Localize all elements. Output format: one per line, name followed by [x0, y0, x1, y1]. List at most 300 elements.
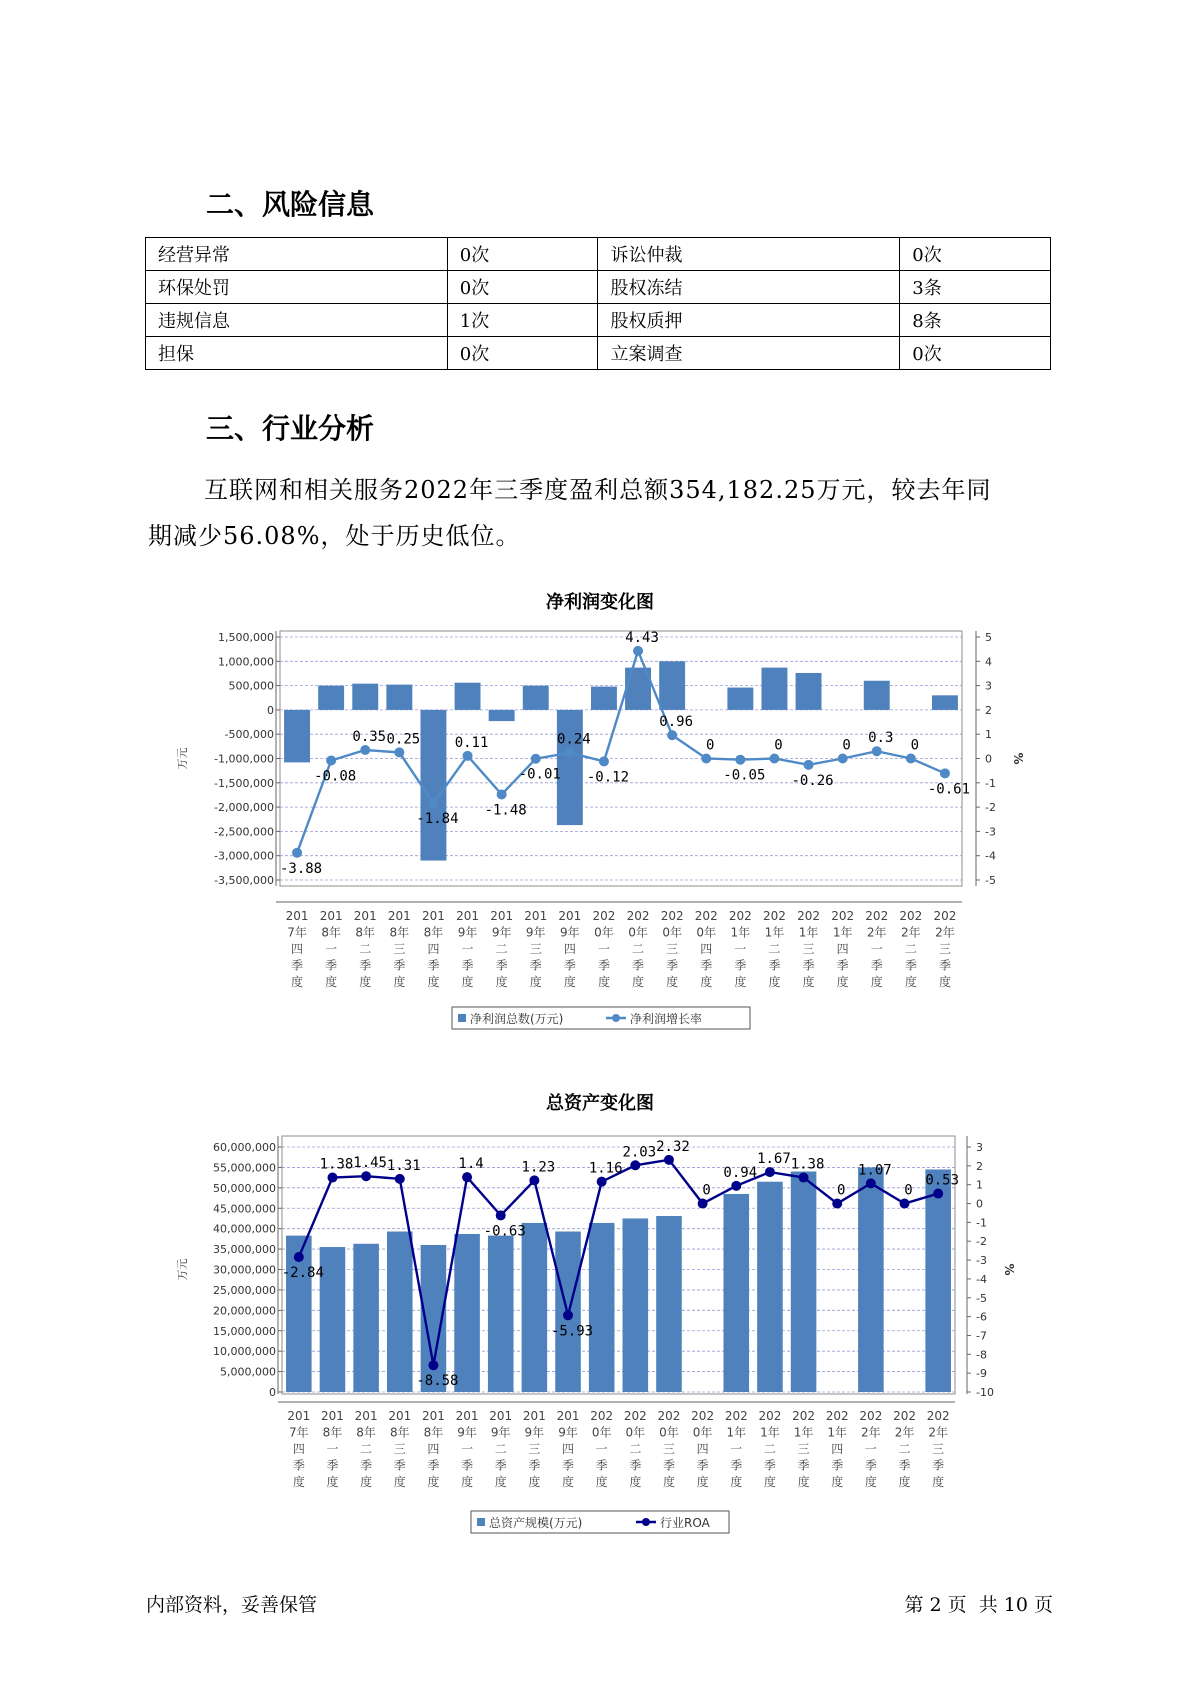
point-label: -0.05	[723, 767, 766, 784]
line-point	[563, 1310, 573, 1320]
x-tick-label: 202	[899, 909, 923, 923]
y-axis-title: 万元	[176, 1258, 189, 1281]
x-tick-label: 季	[325, 958, 338, 973]
y2-tick-label: -5	[985, 874, 996, 887]
x-tick-label: 季	[360, 1458, 373, 1473]
line-point	[900, 1199, 910, 1209]
x-tick-label: 度	[938, 975, 951, 989]
point-label: 1.07	[858, 1162, 892, 1179]
x-tick-label: 四	[700, 942, 713, 956]
bar	[455, 683, 481, 710]
section-title-risk: 二、风险信息	[206, 188, 375, 221]
x-tick-label: 季	[730, 1458, 743, 1473]
x-tick-label: 度	[393, 1475, 406, 1489]
line-point	[428, 1360, 438, 1370]
bar	[723, 1194, 749, 1392]
point-label: 1.31	[386, 1157, 421, 1174]
x-tick-label: 2年	[935, 925, 955, 940]
risk-value: 0次	[900, 337, 1051, 370]
x-tick-label: 度	[629, 1475, 642, 1489]
x-tick-label: 三	[932, 1442, 945, 1456]
bar	[589, 1223, 615, 1392]
x-tick-label: 季	[768, 958, 781, 973]
risk-label: 经营异常	[146, 238, 448, 271]
point-label: 4.43	[625, 629, 659, 646]
y2-axis-title: %	[1011, 752, 1025, 765]
y2-tick-label: 3	[985, 679, 992, 693]
x-tick-label: 季	[763, 1458, 776, 1473]
point-label: 0	[774, 737, 783, 754]
analysis-paragraph	[148, 467, 1053, 559]
x-tick-label: 季	[359, 958, 372, 973]
y2-tick-label: -9	[976, 1367, 987, 1381]
x-tick-label: 度	[495, 975, 508, 989]
x-tick-label: 1年	[827, 1425, 848, 1440]
x-tick-label: 三	[938, 942, 951, 956]
x-tick-label: 202	[694, 909, 718, 923]
line-point	[769, 754, 779, 764]
x-tick-label: 季	[802, 958, 815, 973]
x-tick-label: 季	[461, 1458, 474, 1473]
line-point	[630, 1160, 640, 1170]
bar	[858, 1167, 884, 1392]
point-label: -0.61	[927, 781, 971, 798]
risk-label: 股权冻结	[598, 271, 900, 304]
x-tick-label: 202	[933, 909, 957, 923]
y-tick-label: 5,000,000	[220, 1365, 276, 1379]
x-tick-label: 度	[831, 1475, 844, 1489]
risk-row	[146, 304, 1051, 337]
x-tick-label: 度	[325, 975, 338, 989]
x-tick-label: 四	[831, 1442, 844, 1456]
line-point	[394, 747, 404, 757]
x-tick-label: 9年	[490, 1425, 511, 1440]
y-tick-label: 1,500,000	[218, 631, 274, 644]
y2-tick-label: 2	[985, 703, 992, 717]
point-label: -8.58	[416, 1373, 459, 1390]
legend-bar-label: 总资产规模(万元)	[489, 1516, 583, 1530]
bar	[757, 1182, 783, 1392]
point-label: -0.26	[791, 772, 834, 789]
x-tick-label: 201	[490, 909, 514, 923]
x-tick-label: 202	[792, 1409, 816, 1423]
point-label: 0	[842, 737, 851, 754]
bar	[353, 1244, 379, 1392]
y-tick-label: 0	[267, 703, 274, 717]
paragraph-line-2: 期减少56.08%，处于历史低位。	[148, 522, 521, 550]
risk-value: 0次	[900, 238, 1051, 271]
point-label: 0	[910, 737, 920, 754]
line-point	[731, 1181, 741, 1191]
y-tick-label: 40,000,000	[213, 1222, 276, 1236]
x-tick-label: 度	[427, 1475, 440, 1489]
x-tick-label: 季	[696, 1458, 709, 1473]
x-tick-label: 2年	[866, 925, 887, 940]
line-point	[832, 1199, 842, 1209]
line-point	[804, 760, 814, 770]
x-tick-label: 201	[421, 909, 445, 923]
x-tick-label: 201	[524, 909, 548, 923]
total-assets-chart	[170, 1120, 1040, 1540]
legend-bar-label: 净利润总数(万元)	[470, 1012, 564, 1026]
bar	[523, 686, 549, 710]
x-tick-label: 三	[666, 942, 679, 956]
x-tick-label: 0年	[591, 1425, 612, 1440]
line-point	[361, 1171, 371, 1181]
risk-value: 8条	[900, 304, 1051, 337]
x-tick-label: 202	[797, 909, 821, 923]
line-point	[360, 745, 370, 755]
y2-tick-label: -4	[985, 849, 996, 863]
x-tick-label: 9年	[491, 925, 512, 940]
x-tick-label: 度	[595, 1475, 608, 1489]
bar	[591, 687, 617, 710]
x-tick-label: 度	[326, 1475, 339, 1489]
bar	[727, 688, 753, 710]
x-tick-label: 四	[291, 942, 304, 956]
x-tick-label: 1年	[760, 1425, 780, 1440]
x-tick-label: 度	[904, 975, 917, 989]
x-tick-label: 度	[734, 975, 747, 989]
point-label: 1.67	[757, 1151, 791, 1168]
x-tick-label: 季	[666, 958, 679, 973]
y-tick-label: -3,500,000	[214, 874, 274, 887]
y-tick-label: 50,000,000	[213, 1181, 276, 1195]
x-tick-label: 201	[285, 909, 309, 923]
x-tick-label: 季	[797, 1458, 810, 1473]
x-tick-label: 季	[662, 1458, 675, 1473]
y-tick-label: 35,000,000	[213, 1243, 276, 1257]
x-tick-label: 9年	[558, 1425, 578, 1440]
risk-row	[146, 337, 1051, 370]
x-tick-label: 二	[763, 1442, 776, 1456]
x-tick-label: 202	[590, 1409, 614, 1423]
point-label: -0.08	[314, 768, 357, 785]
x-tick-label: 0年	[696, 925, 717, 940]
x-tick-label: 度	[932, 1475, 945, 1489]
line-point	[496, 1210, 506, 1220]
x-tick-label: 度	[768, 975, 781, 989]
line-point	[667, 730, 677, 740]
x-tick-label: 202	[926, 1409, 950, 1423]
x-tick-label: 一	[326, 1442, 339, 1456]
point-label: -3.88	[279, 860, 323, 877]
y-tick-label: 20,000,000	[213, 1304, 276, 1318]
x-tick-label: 二	[495, 942, 508, 956]
point-label: 0	[702, 1182, 711, 1199]
line-point	[428, 798, 438, 808]
y-tick-label: 0	[269, 1386, 276, 1399]
x-tick-label: 202	[657, 1409, 681, 1423]
x-tick-label: 1年	[726, 1425, 747, 1440]
x-tick-label: 1年	[793, 1425, 814, 1440]
x-tick-label: 二	[898, 1442, 911, 1456]
x-tick-label: 四	[563, 942, 576, 956]
x-tick-label: 季	[393, 1458, 406, 1473]
x-tick-label: 季	[831, 1458, 844, 1473]
x-tick-label: 一	[597, 942, 610, 956]
y2-tick-label: -7	[976, 1329, 987, 1343]
point-label: 0.24	[556, 731, 591, 748]
risk-value: 0次	[447, 271, 598, 304]
line-point	[866, 1178, 876, 1188]
line-point	[597, 1177, 607, 1187]
x-tick-label: 202	[865, 909, 889, 923]
x-tick-label: 四	[427, 1442, 440, 1456]
y-tick-label: -2,000,000	[214, 801, 274, 815]
x-tick-label: 度	[562, 1475, 575, 1489]
x-tick-label: 季	[494, 1458, 507, 1473]
risk-label: 违规信息	[146, 304, 448, 337]
x-tick-label: 9年	[524, 1425, 545, 1440]
x-tick-label: 季	[629, 1458, 642, 1473]
line-point	[294, 1252, 304, 1262]
point-label: 1.38	[790, 1156, 825, 1173]
risk-label: 立案调查	[598, 337, 900, 370]
y-tick-label: 25,000,000	[213, 1283, 276, 1297]
y-tick-label: 1,000,000	[218, 655, 274, 669]
bar	[656, 1216, 682, 1392]
x-tick-label: 四	[836, 942, 849, 956]
x-tick-label: 9年	[457, 925, 478, 940]
x-tick-label: 202	[728, 909, 752, 923]
y2-tick-label: 1	[976, 1178, 983, 1192]
y2-tick-label: -3	[985, 825, 996, 839]
x-tick-label: 季	[870, 958, 883, 973]
x-tick-label: 度	[763, 1475, 776, 1489]
bar	[761, 668, 787, 710]
x-tick-label: 四	[562, 1442, 575, 1456]
risk-label: 担保	[146, 337, 448, 370]
x-tick-label: 季	[562, 1458, 575, 1473]
x-tick-label: 202	[691, 1409, 715, 1423]
x-tick-label: 季	[898, 1458, 911, 1473]
point-label: -5.93	[550, 1323, 594, 1340]
x-tick-label: 度	[864, 1475, 877, 1489]
x-tick-label: 202	[859, 1409, 883, 1423]
chart-title-total-assets: 总资产变化图	[546, 1093, 654, 1114]
bar	[352, 684, 378, 710]
x-tick-label: 度	[700, 975, 713, 989]
y-tick-label: 10,000,000	[213, 1345, 276, 1359]
legend-line-label: 净利润增长率	[630, 1012, 703, 1026]
line-point	[292, 848, 302, 858]
x-tick-label: 度	[393, 975, 406, 989]
line-point	[463, 751, 473, 761]
x-tick-label: 度	[898, 1475, 911, 1489]
x-tick-label: 度	[730, 1475, 743, 1489]
point-label: -0.63	[483, 1223, 526, 1240]
x-tick-label: 一	[870, 942, 883, 956]
point-label: 2.32	[656, 1138, 690, 1155]
point-label: 1.4	[458, 1156, 484, 1173]
bar	[284, 710, 310, 762]
x-tick-label: 9年	[525, 925, 546, 940]
risk-value: 0次	[447, 337, 598, 370]
x-tick-label: 二	[904, 942, 917, 956]
x-tick-label: 季	[904, 958, 917, 973]
x-tick-label: 8年	[321, 925, 341, 940]
x-tick-label: 201	[287, 1409, 311, 1423]
x-tick-label: 季	[461, 958, 474, 973]
bar	[318, 686, 344, 710]
x-tick-label: 202	[724, 1409, 748, 1423]
x-tick-label: 度	[563, 975, 576, 989]
x-tick-label: 度	[870, 975, 883, 989]
line-point	[765, 1167, 775, 1177]
y-tick-label: 45,000,000	[213, 1202, 276, 1216]
x-tick-label: 202	[825, 1409, 849, 1423]
y2-tick-label: 5	[985, 631, 992, 644]
x-tick-label: 度	[529, 975, 542, 989]
y2-tick-label: -6	[976, 1310, 987, 1324]
x-tick-label: 201	[556, 1409, 580, 1423]
x-tick-label: 度	[797, 1475, 810, 1489]
x-tick-label: 8年	[389, 925, 410, 940]
legend-line-marker	[642, 1518, 650, 1526]
point-label: -1.48	[484, 802, 527, 819]
risk-value: 1次	[447, 304, 598, 337]
x-tick-label: 0年	[692, 1425, 713, 1440]
x-tick-label: 一	[461, 1442, 474, 1456]
x-tick-label: 三	[393, 942, 406, 956]
bar	[488, 1236, 514, 1392]
x-tick-label: 202	[592, 909, 616, 923]
y-tick-label: -1,500,000	[214, 776, 274, 790]
x-tick-label: 季	[427, 958, 440, 973]
x-tick-label: 1年	[798, 925, 819, 940]
point-label: 0.3	[868, 730, 894, 747]
y2-tick-label: 0	[985, 752, 992, 766]
y2-tick-label: -4	[976, 1272, 987, 1286]
y-tick-label: 15,000,000	[213, 1324, 276, 1338]
line-point	[531, 754, 541, 764]
x-tick-label: 季	[700, 958, 713, 973]
x-tick-label: 度	[802, 975, 815, 989]
x-tick-label: 季	[291, 958, 304, 973]
x-tick-label: 度	[461, 1475, 474, 1489]
x-tick-label: 四	[696, 1442, 709, 1456]
y2-tick-label: -2	[985, 801, 996, 815]
line-point	[664, 1155, 674, 1165]
y2-axis-title: %	[1002, 1263, 1016, 1276]
x-tick-label: 度	[597, 975, 610, 989]
bar	[623, 1218, 649, 1392]
x-tick-label: 季	[528, 1458, 541, 1473]
y2-tick-label: -2	[976, 1235, 987, 1249]
x-tick-label: 201	[354, 1409, 378, 1423]
y2-tick-label: -5	[976, 1291, 987, 1305]
x-tick-label: 8年	[423, 1425, 444, 1440]
point-label: 0.25	[386, 731, 421, 748]
risk-row	[146, 271, 1051, 304]
point-label: 2.03	[622, 1144, 657, 1161]
x-tick-label: 2年	[861, 1425, 881, 1440]
y2-tick-label: 0	[976, 1197, 983, 1211]
line-point	[633, 646, 643, 656]
x-tick-label: 7年	[289, 1425, 309, 1440]
point-label: 0.94	[723, 1164, 758, 1181]
x-tick-label: 一	[730, 1442, 743, 1456]
point-label: 0	[706, 737, 715, 754]
x-tick-label: 201	[456, 909, 480, 923]
risk-label: 诉讼仲裁	[598, 238, 900, 271]
line-point	[698, 1199, 708, 1209]
y-tick-label: -500,000	[224, 728, 274, 742]
x-tick-label: 202	[893, 1409, 916, 1423]
x-tick-label: 度	[528, 1475, 541, 1489]
x-tick-label: 一	[325, 942, 338, 956]
line-point	[735, 755, 745, 765]
x-tick-label: 季	[595, 1458, 608, 1473]
x-tick-label: 8年	[356, 1425, 376, 1440]
x-tick-label: 201	[387, 909, 411, 923]
x-tick-label: 202	[626, 909, 650, 923]
legend-bar-swatch	[458, 1014, 466, 1022]
x-tick-label: 8年	[389, 1425, 410, 1440]
x-tick-label: 202	[623, 1409, 647, 1423]
y2-tick-label: 2	[976, 1159, 983, 1173]
x-tick-label: 201	[558, 909, 582, 923]
x-tick-label: 四	[292, 1442, 305, 1456]
bar	[420, 710, 446, 861]
y2-tick-label: -3	[976, 1254, 987, 1268]
x-tick-label: 9年	[457, 1425, 477, 1440]
y-tick-label: -1,000,000	[214, 752, 274, 766]
point-label: 1.16	[588, 1160, 623, 1177]
y2-tick-label: 3	[976, 1141, 983, 1154]
x-tick-label: 度	[696, 1475, 709, 1489]
x-tick-label: 0年	[659, 1425, 679, 1440]
y-tick-label: 60,000,000	[213, 1141, 276, 1154]
x-tick-label: 季	[597, 958, 610, 973]
x-tick-label: 202	[660, 909, 684, 923]
line-point	[395, 1174, 405, 1184]
line-point	[497, 789, 507, 799]
x-tick-label: 四	[427, 942, 440, 956]
x-tick-label: 一	[864, 1442, 877, 1456]
point-label: 0.96	[659, 714, 694, 731]
y2-tick-label: 4	[985, 655, 992, 669]
paragraph-line-1: 互联网和相关服务2022年三季度盈利总额354,182.25万元，较去年同	[204, 476, 992, 504]
y2-tick-label: -1	[976, 1216, 987, 1230]
x-tick-label: 季	[495, 958, 508, 973]
net-profit-chart	[170, 615, 1040, 1035]
risk-label: 环保处罚	[146, 271, 448, 304]
x-tick-label: 季	[864, 1458, 877, 1473]
x-tick-label: 0年	[625, 1425, 646, 1440]
x-tick-label: 季	[836, 958, 849, 973]
x-tick-label: 一	[595, 1442, 608, 1456]
x-tick-label: 201	[353, 909, 377, 923]
y2-tick-label: -1	[985, 776, 996, 790]
line-point	[599, 756, 609, 766]
line-point	[940, 768, 950, 778]
x-tick-label: 季	[326, 1458, 339, 1473]
bar	[791, 1172, 817, 1393]
legend-bar-swatch	[477, 1518, 485, 1526]
x-tick-label: 7年	[287, 925, 307, 940]
y2-tick-label: -8	[976, 1348, 987, 1362]
x-tick-label: 季	[427, 1458, 440, 1473]
line-point	[462, 1172, 472, 1182]
x-tick-label: 季	[932, 1458, 945, 1473]
x-tick-label: 度	[427, 975, 440, 989]
legend-line-label: 行业ROA	[660, 1516, 710, 1530]
x-tick-label: 202	[831, 909, 855, 923]
line-point	[701, 754, 711, 764]
point-label: -0.12	[586, 769, 630, 786]
